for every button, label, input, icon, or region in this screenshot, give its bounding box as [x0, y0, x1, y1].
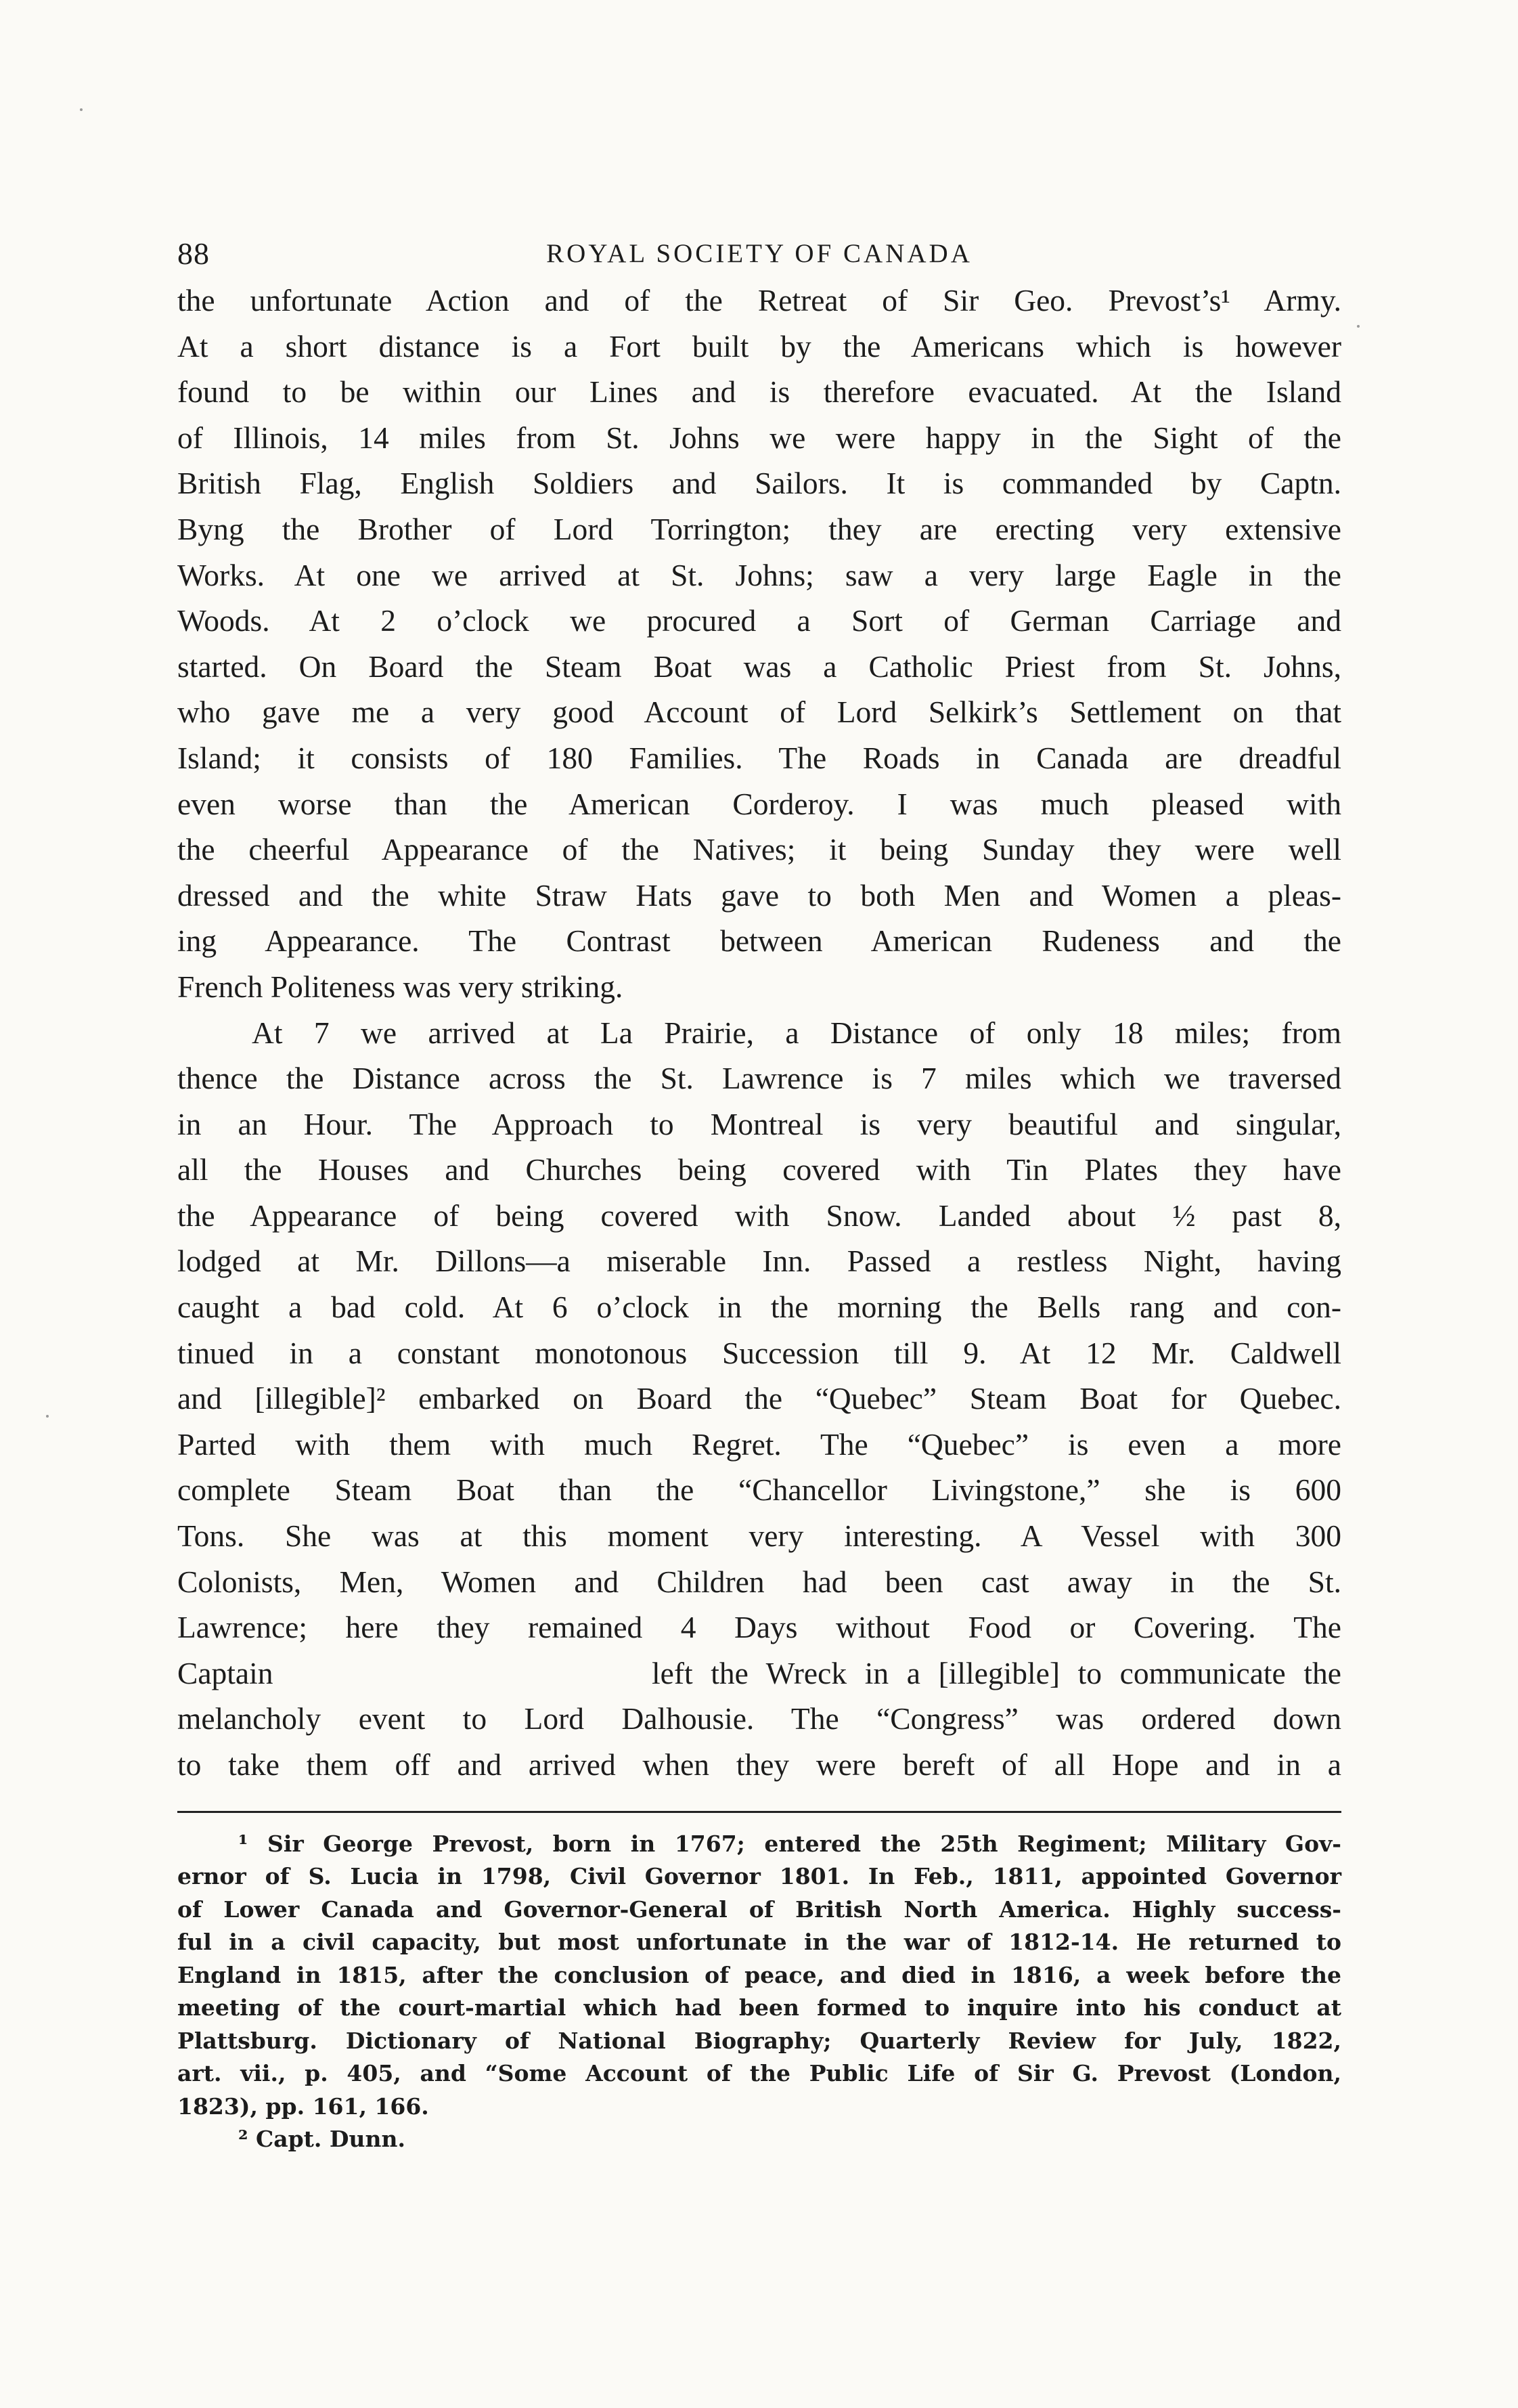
body-line: Byng the Brother of Lord Torrington; they are erecting very extensive [177, 511, 1341, 546]
body-line: the unfortunate Action and of the Retreat of Sir Geo. Prevost’s¹ Army. [177, 283, 1341, 318]
page-number: 88 [177, 236, 210, 271]
body-line: lodged at Mr. Dillons—a miserable Inn. Passed a restless Night, having [177, 1244, 1341, 1279]
body-line: At a short distance is a Fort built by the Americans which is however [177, 328, 1341, 364]
body-line: Lawrence; here they remained 4 Days without Food or Covering. The [177, 1610, 1341, 1645]
scan-speck [46, 1415, 49, 1418]
footnote-line: ² Capt. Dunn. [238, 2126, 405, 2153]
body-line: French Politeness was very striking. [177, 969, 623, 1004]
body-line: started. On Board the Steam Boat was a Catholic Priest from St. Johns, [177, 649, 1341, 684]
footnote-line: ernor of S. Lucia in 1798, Civil Governor 1801. In Feb., 1811, appointed Governor [177, 1863, 1341, 1890]
paragraph-start-line: At 7 we arrived at La Prairie, a Distance of only 18 miles; from [252, 1015, 1341, 1050]
body-line: all the Houses and Churches being covered with Tin Plates they have [177, 1152, 1341, 1187]
body-line: British Flag, English Soldiers and Sailors. It is commanded by Captn. [177, 466, 1341, 501]
body-line: found to be within our Lines and is therefore evacuated. At the Island [177, 374, 1341, 410]
journal-title: ROYAL SOCIETY OF CANADA [546, 239, 973, 268]
scan-speck [1357, 325, 1360, 328]
body-line: dressed and the white Straw Hats gave to both Men and Women a pleas- [177, 877, 1341, 913]
body-text [177, 278, 1341, 1788]
body-line: complete Steam Boat than the “Chancellor Livingstone,” she is 600 [177, 1472, 1341, 1508]
body-line: Parted with them with much Regret. The “Quebec” is even a more [177, 1426, 1341, 1462]
body-line: melancholy event to Lord Dalhousie. The “Congress” was ordered down [177, 1701, 1341, 1736]
body-line: Island; it consists of 180 Families. The Roads in Canada are dreadful [177, 740, 1341, 775]
footnote-divider [177, 1811, 1341, 1813]
body-line: Works. At one we arrived at St. Johns; saw a very large Eagle in the [177, 557, 1341, 592]
footnote-line: meeting of the court-martial which had been formed to inquire into his conduct at [177, 1994, 1341, 2021]
body-line: who gave me a very good Account of Lord Selkirk’s Settlement on that [177, 695, 1341, 730]
footnote-line: Plattsburg. Dictionary of National Biography; Quarterly Review for July, 1822, [177, 2027, 1341, 2054]
body-line: in an Hour. The Approach to Montreal is very beautiful and singular, [177, 1106, 1341, 1141]
body-line: the Appearance of being covered with Snow. Landed about ½ past 8, [177, 1198, 1341, 1233]
footnote-line: England in 1815, after the conclusion of peace, and died in 1816, a week before the [177, 1961, 1341, 1988]
body-line: to take them off and arrived when they were bereft of all Hope and in a [177, 1747, 1341, 1782]
footnote-line: of Lower Canada and Governor-General of British North America. Highly success- [177, 1896, 1341, 1923]
scan-speck [80, 108, 83, 111]
body-line: Woods. At 2 o’clock we procured a Sort of German Carriage and [177, 603, 1341, 638]
body-line: caught a bad cold. At 6 o’clock in the morning the Bells rang and con- [177, 1290, 1341, 1325]
body-line: Captain left the Wreck in a [illegible] to communicate the [177, 1655, 1341, 1690]
body-line: and [illegible]² embarked on Board the “Quebec” Steam Boat for Quebec. [177, 1381, 1341, 1416]
body-line: of Illinois, 14 miles from St. Johns we were happy in the Sight of the [177, 420, 1341, 455]
body-line: thence the Distance across the St. Lawrence is 7 miles which we traversed [177, 1061, 1341, 1096]
body-line: the cheerful Appearance of the Natives; it being Sunday they were well [177, 832, 1341, 867]
footnotes [177, 1828, 1341, 2156]
body-line: Colonists, Men, Women and Children had been cast away in the St. [177, 1564, 1341, 1599]
footnote-line: ful in a civil capacity, but most unfortunate in the war of 1812-14. He returned to [177, 1929, 1341, 1956]
body-line: ing Appearance. The Contrast between American Rudeness and the [177, 923, 1341, 959]
book-page [177, 223, 1341, 2156]
running-head [177, 223, 1341, 278]
body-line: even worse than the American Corderoy. I was much pleased with [177, 786, 1341, 821]
footnote-line: ¹ Sir George Prevost, born in 1767; entered the 25th Regiment; Military Gov- [238, 1830, 1341, 1857]
body-line: Tons. She was at this moment very interesting. A Vessel with 300 [177, 1518, 1341, 1554]
body-line: tinued in a constant monotonous Succession till 9. At 12 Mr. Caldwell [177, 1335, 1341, 1370]
footnote-line: 1823), pp. 161, 166. [177, 2093, 429, 2120]
footnote-line: art. vii., p. 405, and “Some Account of the Public Life of Sir G. Prevost (London, [177, 2060, 1341, 2087]
